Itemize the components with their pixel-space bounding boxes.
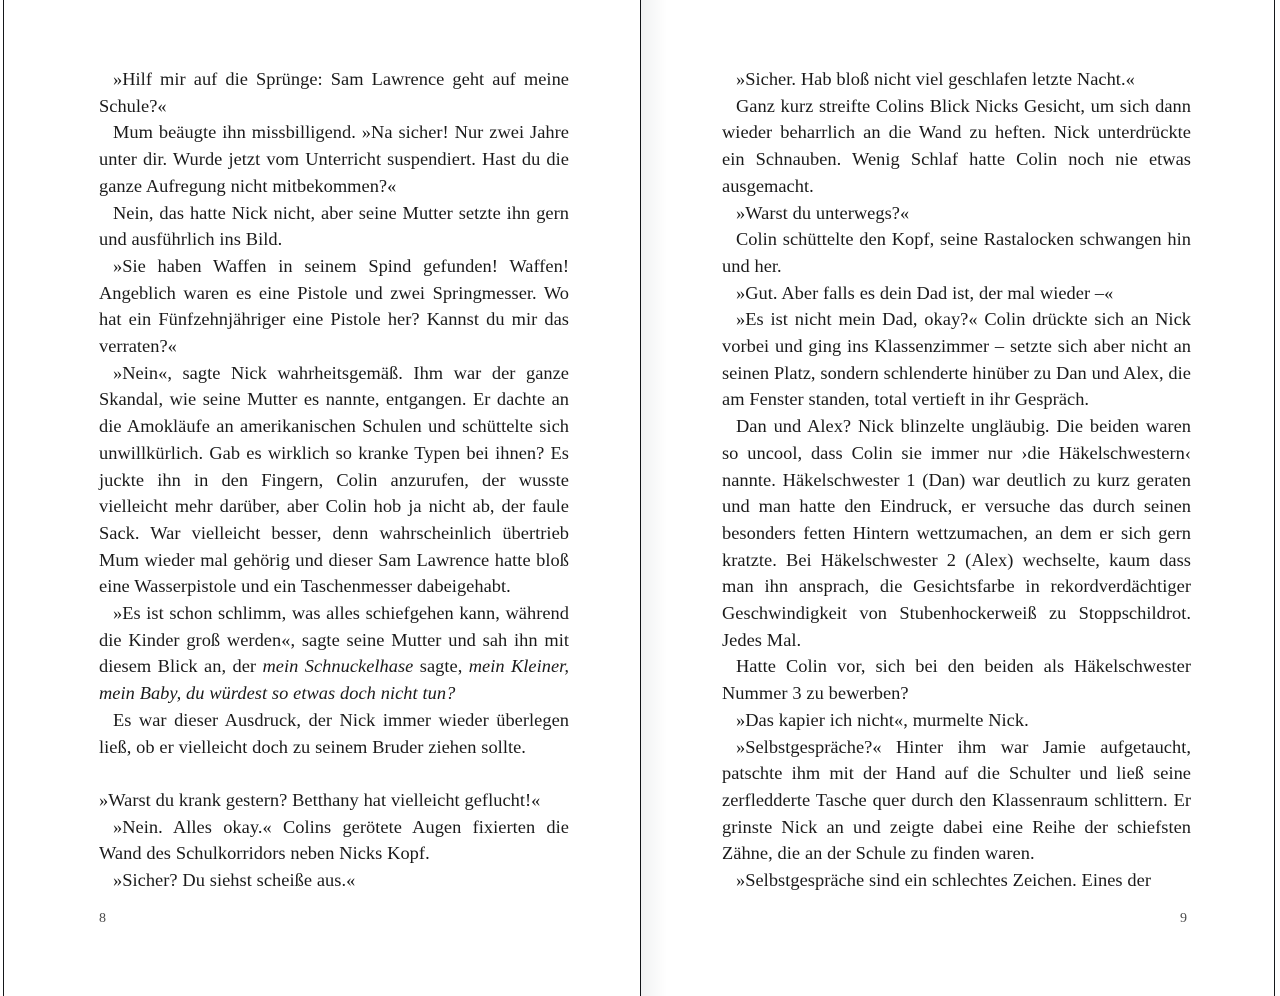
paragraph — [722, 66, 1191, 93]
paragraph — [99, 600, 569, 707]
text-run: »Selbstgespräche?« Hinter ihm war Jamie aufgetaucht, patschte ihm mit der Hand auf die Schulter und ließ seine zerfledderte Tasche quer durch den Klassenraum schlittern. Er grinste Nick an und zeigte dabei eine Reihe der schiefsten Zähne, die an der Schule zu finden waren. — [722, 736, 1191, 864]
text-run: Colin schüttelte den Kopf, seine Rastalocken schwangen hin und her. — [722, 229, 1191, 276]
paragraph — [99, 814, 569, 867]
right-page-text-block — [722, 66, 1191, 894]
text-run: »Sie haben Waffen in seinem Spind gefunden! Waffen! Angeblich waren es eine Pistole und zwei Springmesser. Wo hat ein Fünfzehnjähriger eine Pistole her? Kannst du mir das verraten?« — [99, 255, 569, 357]
page-edge-right-line — [1274, 0, 1275, 996]
paragraph — [99, 66, 569, 119]
text-run: »Sicher. Hab bloß nicht viel geschlafen letzte Nacht.« — [736, 69, 1135, 89]
left-page-text-block — [99, 66, 569, 894]
text-run: Mum beäugte ihn missbilligend. »Na sicher! Nur zwei Jahre unter dir. Wurde jetzt vom Unterricht suspendiert. Hast du die ganze Aufregung nicht mitbekommen?« — [99, 122, 569, 196]
page-number-right: 9 — [1180, 911, 1187, 926]
text-run: Dan und Alex? Nick blinzelte ungläubig. Die beiden waren so uncool, dass Colin sie immer nur ›die Häkelschwestern‹ nannte. Häkelschwester 1 (Dan) war deutlich zu kurz geraten und man hatte den Eindruck, er versuche das durch seinen besonders fetten Hintern wettzumachen, an dem er sich gern kratzte. Bei Häkelschwester 2 (Alex) wechselte, kaum dass man ihn ansprach, die Gesichtsfarbe in rekordverdächtiger Geschwindigkeit von Stubenhockerweiß zu Stoppschildrot. Jedes Mal. — [722, 416, 1191, 650]
italic-text-run: mein Schnuckelhase — [262, 656, 414, 677]
paragraph — [99, 707, 569, 760]
text-run: »Es ist schon schlimm, was alles schiefgehen kann, während die Kinder groß werden«, sagte seine Mutter und sah ihn mit diesem Blick an, der — [99, 603, 569, 677]
left-page — [4, 0, 640, 996]
paragraph — [99, 253, 569, 360]
text-run: »Das kapier ich nicht«, murmelte Nick. — [736, 709, 1029, 730]
paragraph — [99, 867, 569, 894]
paragraph — [722, 707, 1191, 734]
italic-text-run: mein Kleiner, mein Baby, du würdest so etwas doch nicht tun? — [99, 656, 569, 704]
right-page — [641, 0, 1274, 996]
paragraph — [722, 280, 1191, 307]
paragraph — [99, 119, 569, 199]
paragraph — [722, 226, 1191, 279]
text-run: Es war dieser Ausdruck, der Nick immer wieder überlegen ließ, ob er vielleicht doch zu seinem Bruder ziehen sollte. — [99, 709, 569, 757]
text-run: »Selbstgespräche sind ein schlechtes Zeichen. Eines der — [736, 870, 1151, 891]
text-run: »Gut. Aber falls es dein Dad ist, der mal wieder –« — [736, 282, 1114, 303]
paragraph — [722, 413, 1191, 653]
paragraph — [722, 734, 1191, 868]
text-run: Hatte Colin vor, sich bei den beiden als Häkelschwester Nummer 3 zu bewerben? — [722, 656, 1191, 704]
page-number-left: 8 — [99, 911, 106, 926]
text-run: sagte, — [413, 656, 469, 677]
text-run: Nein, das hatte Nick nicht, aber seine Mutter setzte ihn gern und ausführlich ins Bild. — [99, 202, 569, 250]
paragraph — [99, 360, 569, 600]
paragraph — [99, 200, 569, 253]
paragraph — [722, 653, 1191, 706]
paragraph — [722, 306, 1191, 413]
text-run: »Nein«, sagte Nick wahrheitsgemäß. Ihm war der ganze Skandal, wie seine Mutter es nannte, entgangen. Er dachte an die Amokläufe an amerikanischen Schulen und schüttelte sich unwillkürlich. Gab es wirklich so kranke Typen bei ihnen? Es juckte ihn in den Fingern, Colin anzurufen, der wusste vielleicht mehr darüber, aber Colin hob ja nicht ab, der faule Sack. War vielleicht besser, denn wahrscheinlich übertrieb Mum wieder mal gehörig und dieser Sam Lawrence hatte bloß eine Wasserpistole und ein Taschenmesser dabeigehabt. — [99, 362, 569, 597]
paragraph — [722, 867, 1191, 894]
text-run: Ganz kurz streifte Colins Blick Nicks Gesicht, um sich dann wieder beharrlich an die Wand zu heften. Nick unterdrückte ein Schnauben. Wenig Schlaf hatte Colin noch nie etwas ausgemacht. — [722, 95, 1191, 196]
paragraph — [722, 200, 1191, 227]
paragraph — [722, 93, 1191, 200]
text-run: »Warst du krank gestern? Betthany hat vielleicht geflucht!« — [99, 789, 541, 810]
text-run: »Nein. Alles okay.« Colins gerötete Augen fixierten die Wand des Schulkorridors neben Nicks Kopf. — [99, 816, 569, 864]
text-run: »Sicher? Du siehst scheiße aus.« — [113, 870, 356, 891]
text-run: »Es ist nicht mein Dad, okay?« Colin drückte sich an Nick vorbei und ging ins Klassenzimmer – setzte sich aber nicht an seinen Platz, sondern schlenderte hinüber zu Dan und Alex, die am Fenster standen, total vertieft in ihr Gespräch. — [722, 309, 1191, 410]
paragraph — [99, 787, 569, 814]
text-run: »Warst du unterwegs?« — [736, 202, 910, 223]
text-run: »Hilf mir auf die Sprünge: Sam Lawrence geht auf meine Schule?« — [99, 69, 569, 116]
